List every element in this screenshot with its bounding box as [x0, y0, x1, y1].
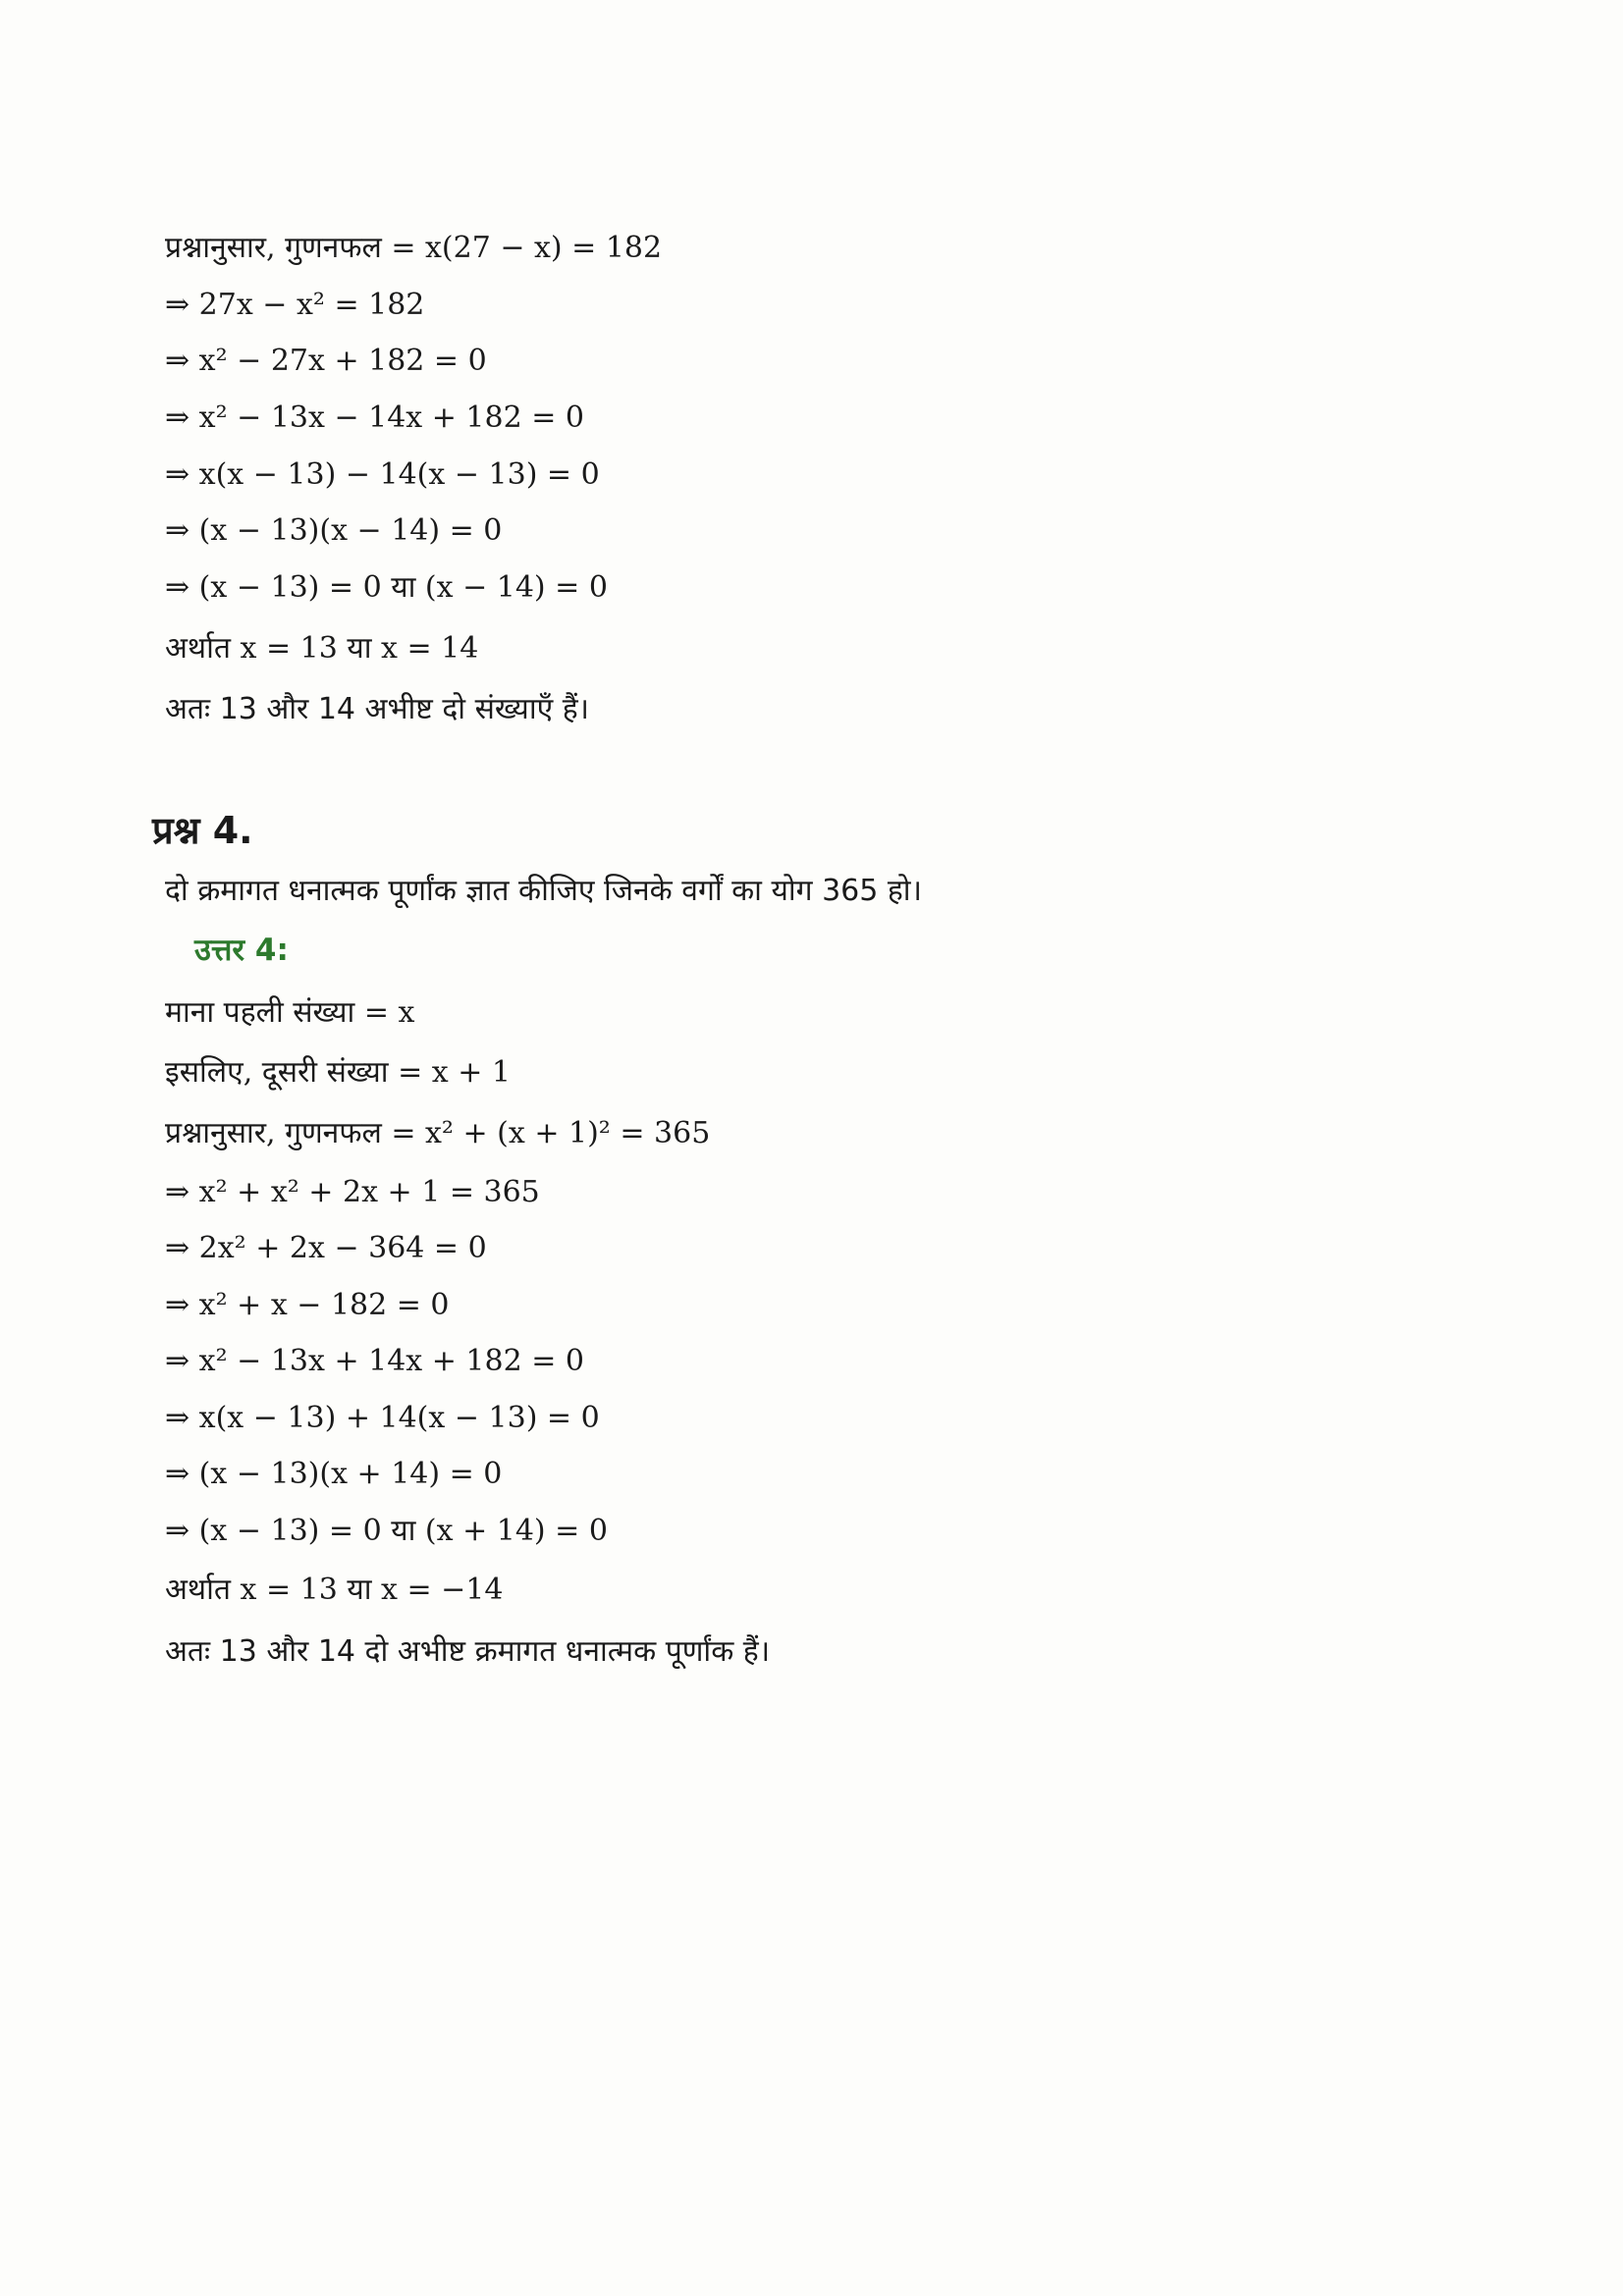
equation-line: ⇒ x(x − 13) − 14(x − 13) = 0	[165, 457, 600, 492]
equation-line: प्रश्नानुसार, गुणनफल = x² + (x + 1)² = 365	[165, 1116, 711, 1150]
equation-line: ⇒ (x − 13)(x − 14) = 0	[165, 513, 503, 548]
equation-line: प्रश्नानुसार, गुणनफल = x(27 − x) = 182	[165, 231, 663, 265]
solution-line: माना पहली संख्या = x	[165, 995, 415, 1030]
solution-line: इसलिए, दूसरी संख्या = x + 1	[165, 1055, 511, 1090]
equation-line: ⇒ (x − 13) = 0 या (x − 14) = 0	[165, 570, 608, 605]
question-heading: प्रश्न 4.	[152, 809, 253, 852]
equation-line: ⇒ 2x² + 2x − 364 = 0	[165, 1231, 487, 1265]
result-line: अर्थात x = 13 या x = −14	[165, 1573, 504, 1607]
answer-label: उत्तर 4:	[194, 933, 289, 968]
equation-line: ⇒ x² − 27x + 182 = 0	[165, 344, 487, 378]
conclusion-line: अतः 13 और 14 अभीष्ट दो संख्याएँ हैं।	[165, 692, 590, 726]
equation-line: ⇒ x(x − 13) + 14(x − 13) = 0	[165, 1401, 600, 1435]
equation-line: ⇒ (x − 13) = 0 या (x + 14) = 0	[165, 1514, 608, 1548]
equation-line: ⇒ x² − 13x + 14x + 182 = 0	[165, 1344, 584, 1378]
equation-line: ⇒ x² − 13x − 14x + 182 = 0	[165, 400, 584, 435]
conclusion-line: अतः 13 और 14 दो अभीष्ट क्रमागत धनात्मक पूर्णांक हैं।	[165, 1634, 771, 1669]
equation-line: ⇒ x² + x − 182 = 0	[165, 1288, 450, 1322]
equation-line: ⇒ x² + x² + 2x + 1 = 365	[165, 1175, 540, 1209]
equation-line: ⇒ (x − 13)(x + 14) = 0	[165, 1457, 503, 1491]
result-line: अर्थात x = 13 या x = 14	[165, 631, 479, 666]
question-text: दो क्रमागत धनात्मक पूर्णांक ज्ञात कीजिए जिनके वर्गों का योग 365 हो।	[165, 874, 922, 908]
equation-line: ⇒ 27x − x² = 182	[165, 288, 425, 322]
